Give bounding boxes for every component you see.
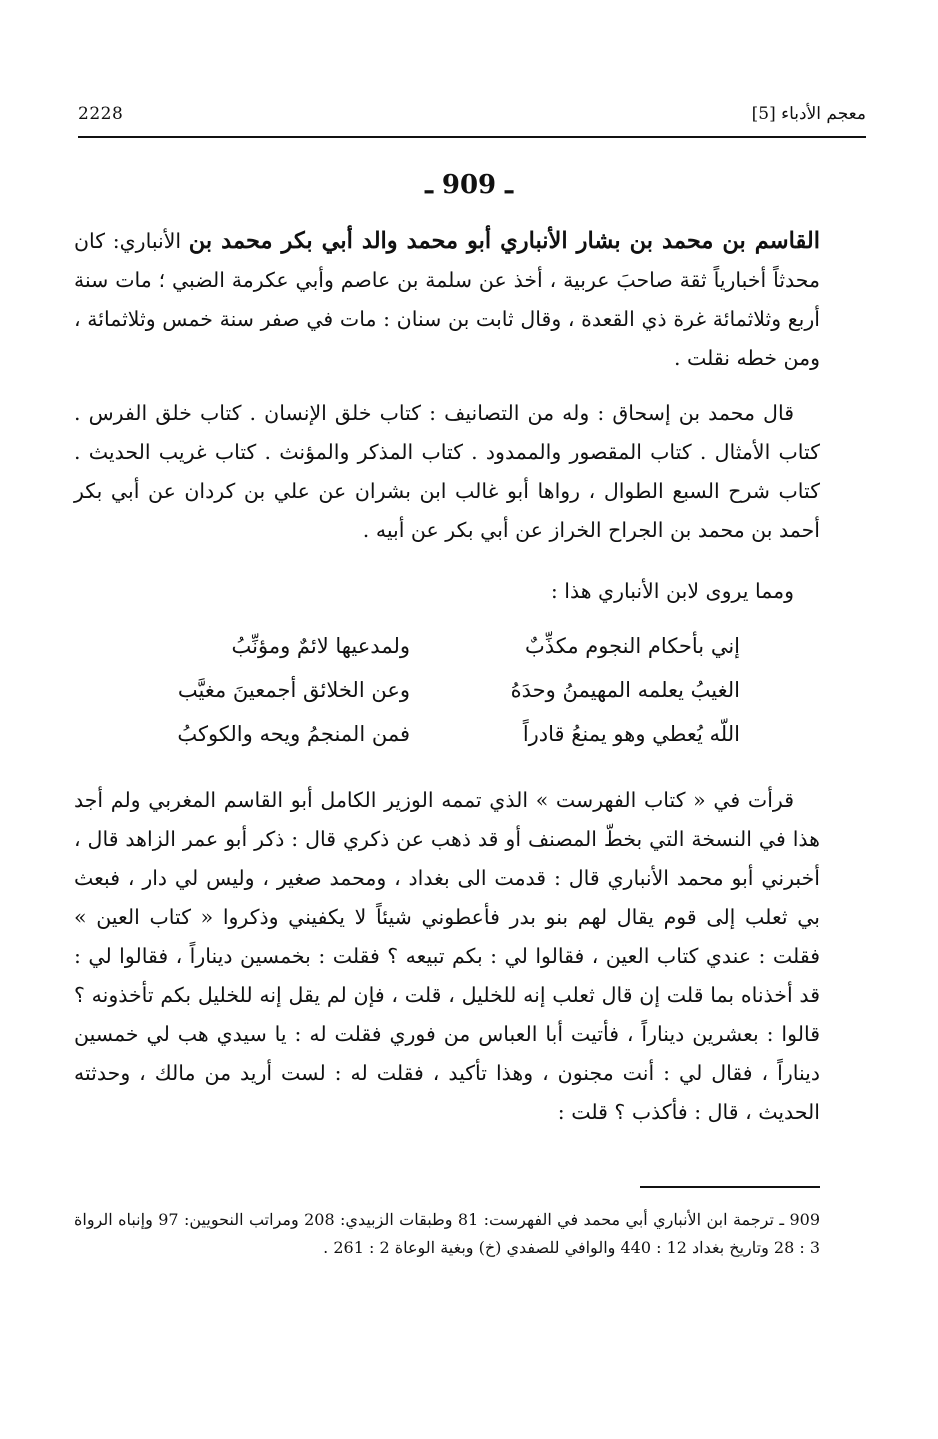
poem-verses xyxy=(110,624,740,756)
entry-paragraph-3 xyxy=(74,572,820,611)
entry-title: القاسم بن محمد بن بشار الأنباري أبو محمد والد أبي بكر محمد بن xyxy=(188,228,820,254)
works-list-text: قال محمد بن إسحاق : وله من التصانيف : كتاب خلق الإنسان . كتاب خلق الفرس . كتاب الأمثال . كتاب المقصور والممدود . كتاب المذكر والمؤنث . كتاب غريب الحديث . كتاب شرح السبع الطوال ، رواها أبو غالب ابن بشران عن علي بن كردان عن أبي بكر أحمد بن محمد بن الجراح الخراز عن أبي بكر عن أبيه . xyxy=(74,401,820,542)
verse-line xyxy=(110,624,740,668)
verse-first-hemistich: اللّه يُعطي وهو يمنعُ قادراً xyxy=(522,722,740,746)
verse-line xyxy=(110,668,740,712)
verse-line xyxy=(110,712,740,756)
page-header xyxy=(78,100,866,134)
header-rule xyxy=(78,136,866,138)
footnote: 909 ـ ترجمة ابن الأنباري أبي محمد في الفهرست: 81 وطبقات الزبيدي: 208 ومراتب النحويين: 97 وإنباه الرواة 3 : 28 وتاريخ بغداد 12 : 440 والوافي للصفدي (خ) وبغية الوعاة 2 : 261 . xyxy=(74,1210,820,1257)
running-head: معجم الأدباء [5] xyxy=(751,104,866,124)
verse-intro-text: ومما يروى لابن الأنباري هذا : xyxy=(550,579,794,603)
entry-paragraph-2 xyxy=(74,394,820,550)
verse-first-hemistich: الغيبُ يعلمه المهيمنُ وحدَهُ xyxy=(510,678,740,702)
verse-second-hemistich: فمن المنجمُ ويحه والكوكبُ xyxy=(177,722,410,746)
page-number: 2228 xyxy=(78,104,124,124)
verse-first-hemistich: إني بأحكام النجوم مكذِّبٌ xyxy=(524,634,740,658)
entry-paragraph-1 xyxy=(74,222,820,378)
verse-second-hemistich: وعن الخلائق أجمعينَ مغيَّب xyxy=(177,678,410,702)
anecdote-text: قرأت في « كتاب الفهرست » الذي تممه الوزير الكامل أبو القاسم المغربي ولم أجد هذا في النسخة التي بخطّ المصنف أو قد ذهب عن ذكري قال : ذكر أبو عمر الزاهد قال ، أخبرني أبو محمد الأنباري قال : قدمت الى بغداد ، ومحمد صغير ، وليس لي دار ، فبعث بي ثعلب إلى قوم يقال لهم بنو بدر فأعطوني شيئاً لا يكفيني وذكروا « كتاب العين » فقلت : عندي كتاب العين ، فقالوا لي : بكم تبيعه ؟ فقلت : بخمسين ديناراً ، فقالوا لي : قد أخذناه بما قلت إن قال ثعلب إنه للخليل ، قلت ، فإن لم يقل إنه للخليل بكم تأخذونه ؟ قالوا : بعشرين ديناراً ، فأتيت أبا العباس من فوري فقلت له : يا سيدي هب لي خمسين ديناراً ، فقال لي : أنت مجنون ، وهذا تأكيد ، فقلت له : لست أريد من مالك ، وحدثته الحديث ، قال : فأكذب ؟ قلت : xyxy=(74,788,820,1124)
entry-paragraph-4 xyxy=(74,781,820,1132)
entry-number: ـ 909 ـ xyxy=(425,170,513,200)
footnote-rule xyxy=(640,1186,820,1188)
verse-second-hemistich: ولمدعيها لائمٌ ومؤنِّبُ xyxy=(231,634,410,658)
entry-intro-text: الأنباري: كان محدثاً أخبارياً ثقة صاحبَ عربية ، أخذ عن سلمة بن عاصم وأبي عكرمة الضبي ؛ مات سنة أربع وثلاثمائة غرة ذي القعدة ، وقال ثابت بن سنان : مات في صفر سنة خمس وثلاثمائة ، ومن خطه نقلت . xyxy=(74,229,820,370)
